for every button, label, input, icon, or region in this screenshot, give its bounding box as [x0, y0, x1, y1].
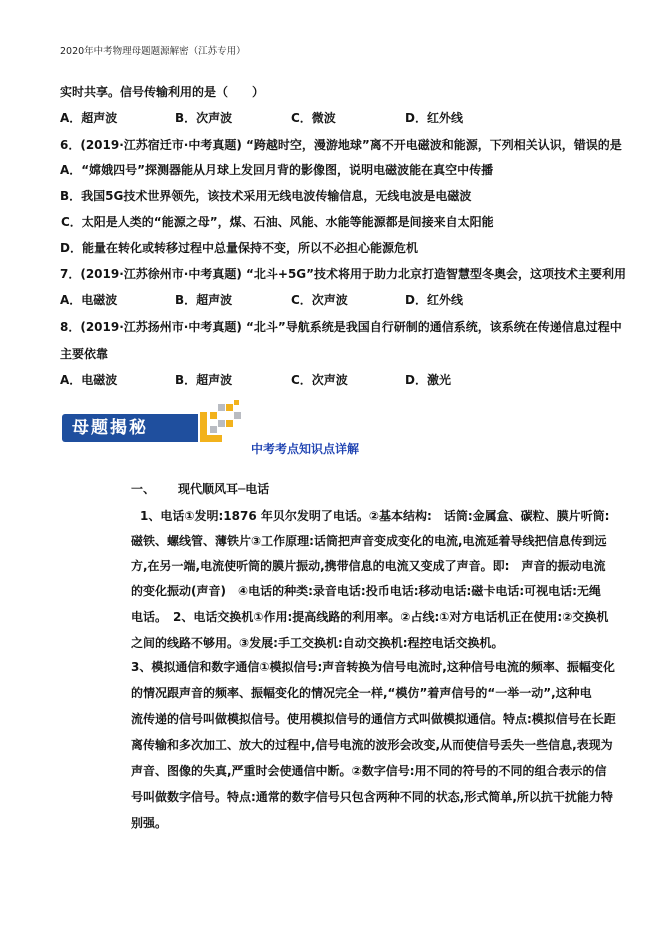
q5-option-a: A．超声波	[60, 111, 118, 125]
q5-options	[60, 110, 520, 126]
q7-stem: 7．(2019·江苏徐州市·中考真题) “北斗+5G”技术将用于助力北京打造智慧型冬奥会，这项技术主要利用	[60, 267, 627, 281]
q6-option-d: D．能量在转化或转移过程中总量保持不变，所以不必担心能源危机	[60, 241, 418, 255]
q7-option-d: D．红外线	[405, 293, 463, 307]
paragraph-line: 流传递的信号叫做模拟信号。使用模拟信号的通信方式叫做模拟通信。特点:模拟信号在长距	[131, 712, 616, 726]
q5-option-d: D．红外线	[405, 111, 463, 125]
q6-option-b: B．我国5G技术世界领先，该技术采用无线电波传输信息，无线电波是电磁波	[60, 189, 472, 203]
q5-option-b: B．次声波	[175, 111, 233, 125]
paragraph-line: 声音、图像的失真,严重时会使通信中断。②数字信号:用不同的符号的不同的组合表示的信	[131, 764, 607, 778]
q5-stem-tail: 实时共享。信号传输利用的是（ ）	[60, 85, 265, 99]
q8-options	[60, 372, 520, 388]
q8-stem-line-2: 主要依靠	[60, 347, 109, 361]
q6-option-c: C．太阳是人类的“能源之母”，煤、石油、风能、水能等能源都是间接来自太阳能	[61, 215, 494, 229]
q7-option-c: C．次声波	[291, 293, 348, 307]
decorative-squares-icon	[196, 400, 246, 444]
banner-label: 母题揭秘	[72, 418, 148, 438]
q8-stem-line-1: 8．(2019·江苏扬州市·中考真题) “北斗”导航系统是我国自行研制的通信系统，该系统在传递信息过程中	[60, 320, 622, 334]
section-banner	[62, 400, 246, 444]
paragraph-line: 3、模拟通信和数字通信①模拟信号:声音转换为信号电流时,这种信号电流的频率、振幅变化	[131, 660, 615, 674]
heading-number: 一、	[131, 482, 156, 496]
paragraph-line: 的情况跟声音的频率、振幅变化的情况完全一样,“模仿”着声信号的“一举一动”,这种电	[131, 686, 592, 700]
paragraph-line: 别强。	[131, 816, 168, 830]
q8-option-c: C．次声波	[291, 373, 348, 387]
paragraph-line: 号叫做数字信号。特点:通常的数字信号只包含两种不同的状态,形式简单,所以抗干扰能力特	[131, 790, 613, 804]
paragraph-line: 方,在另一端,电流使听筒的膜片振动,携带信息的电流又变成了声音。即: 声音的振动电流	[131, 559, 606, 573]
paragraph-line: 电话。 2、电话交换机①作用:提高线路的利用率。②占线:①对方电话机正在使用:②交换机	[131, 610, 609, 624]
paragraph-line: 之间的线路不够用。③发展:手工交换机:自动交换机:程控电话交换机。	[131, 636, 504, 650]
q8-option-d: D．激光	[405, 373, 451, 387]
banner-background	[62, 414, 198, 442]
heading-text: 现代顺风耳─电话	[178, 482, 270, 496]
section-title: 中考考点知识点详解	[250, 442, 359, 456]
q8-option-b: B．超声波	[175, 373, 233, 387]
q8-option-a: A．电磁波	[60, 373, 118, 387]
paragraph-line: 离传输和多次加工、放大的过程中,信号电流的波形会改变,从而使信号丢失一些信息,表现为	[131, 738, 613, 752]
q6-stem: 6．(2019·江苏宿迁市·中考真题) “跨越时空，漫游地球”离不开电磁波和能源，下列相关认识，错误的是	[60, 138, 622, 152]
q7-option-b: B．超声波	[175, 293, 233, 307]
paragraph-line: 磁铁、螺线管、薄铁片③工作原理:话筒把声音变成变化的电流,电流延着导线把信息传到远	[131, 534, 607, 548]
page-header: 2020年中考物理母题题源解密（江苏专用）	[60, 46, 246, 57]
paragraph-line: 1、电话①发明:1876 年贝尔发明了电话。②基本结构: 话筒:金属盒、碳粒、膜片听筒:	[140, 509, 610, 523]
q7-options	[60, 292, 520, 308]
paragraph-line: 的变化振动(声音) ④电话的种类:录音电话:投币电话:移动电话:磁卡电话:可视电话:无绳	[131, 584, 601, 598]
q7-option-a: A．电磁波	[60, 293, 118, 307]
q6-option-a: A．“嫦娥四号”探测器能从月球上发回月背的影像图，说明电磁波能在真空中传播	[60, 163, 494, 177]
q5-option-c: C．微波	[291, 111, 336, 125]
